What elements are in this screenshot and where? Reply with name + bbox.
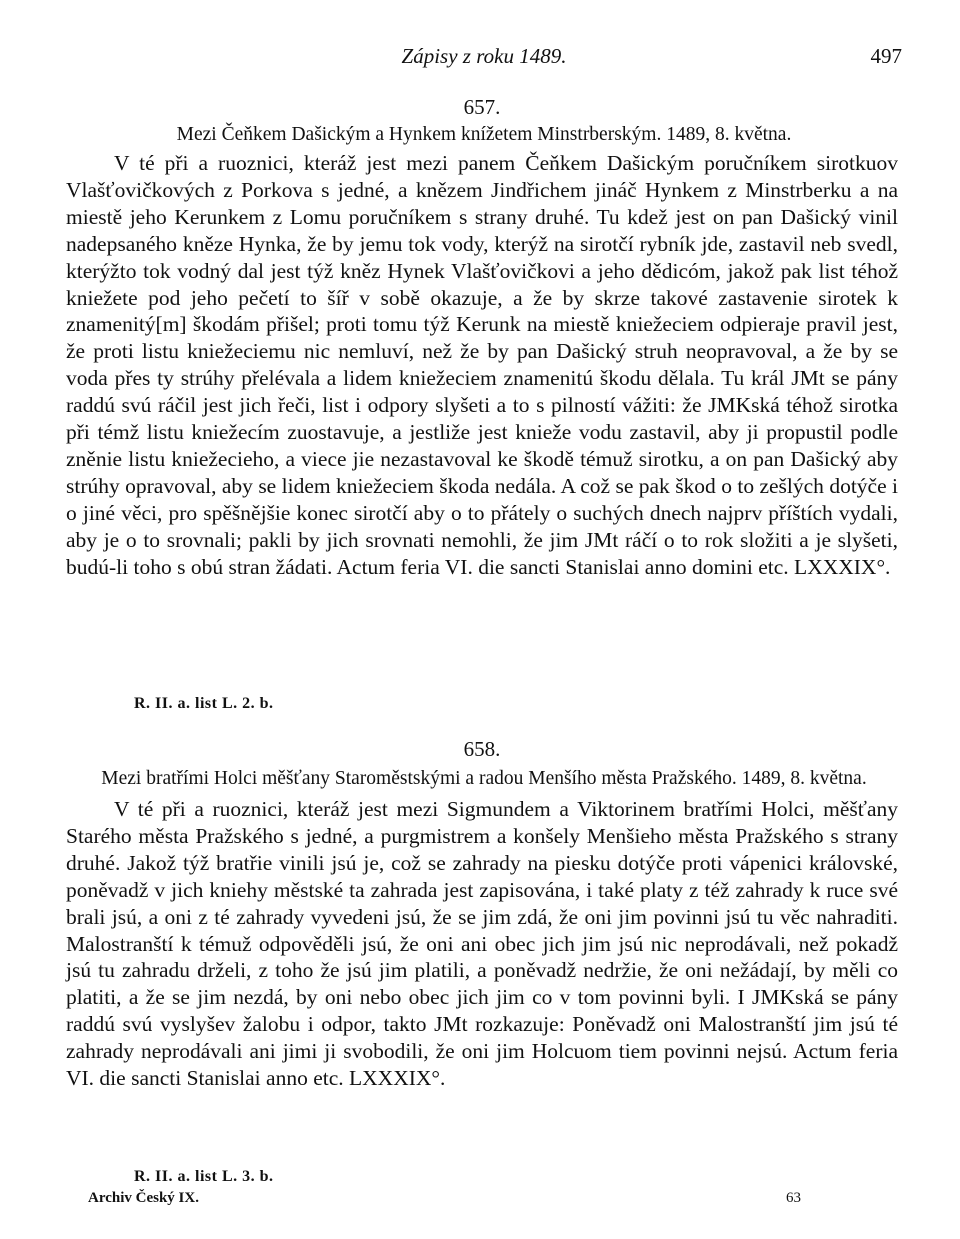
running-title: Zápisy z roku 1489.: [401, 44, 567, 68]
source-reference: R. II. a. list L. 3. b.: [134, 1168, 274, 1185]
page-header: [66, 44, 902, 74]
page-number: 497: [870, 44, 902, 68]
entry-text: [66, 796, 898, 1092]
footer-signature: Archiv Český IX.: [88, 1190, 199, 1206]
entry-regest: Mezi bratřími Holci měšťany Staroměstskými a radou Menšího města Pražského. 1489, 8. května.: [101, 768, 867, 789]
entry-paragraph: V té při a ruoznici, kteráž jest mezi Sigmundem a Viktorinem bratřími Holci, měšťany Starého města Pražského s jedné, a purgmistrem a konšely Menšieho města Pražského s strany druhé. Jakož týž bratřie vinili jsú je, což se zahrady na piesku dotýče proti vápenici královské, poněvadž v jich kniehy městské ta zahrada jest zapisována, i také platy z též zahrady k ruce své brali jsú, a oni z té zahrady vyvedeni jsú, že se jim zdá, že oni jim povinni jsú tu věc nahraditi. Malostranští k témuž odpověděli jsú, že oni ani obec jich jim jsú nic neprodávali, než pokadž jsú tu zahradu drželi, z toho že jsú jim platili, a poněvadž nedržie, že oni nežádají, by měli co platiti, a že se jim nezdá, by oni nebo obec jich jim co v tom povinni byli. I JMKská se pány raddú svú vyslyšev žalobu i odpor, takto JMt rozkazuje: Poněvadž oni Malostranští jim jsú té zahrady neprodávali ani jimi ji svobodili, že oni jim Holcuom tiem povinni nejsú. Actum feria VI. die sancti Stanislai anno etc. LXXXIX°.: [66, 797, 898, 1091]
entry-number: 658.: [463, 737, 501, 761]
footer-sheet-number: 63: [786, 1190, 801, 1206]
entry-number: 657.: [463, 95, 501, 119]
entry-text: [66, 150, 898, 581]
source-reference: R. II. a. list L. 2. b.: [134, 695, 274, 712]
entry-regest: Mezi Čeňkem Dašickým a Hynkem knížetem Minstrberským. 1489, 8. května.: [176, 124, 792, 145]
entry-paragraph: V té při a ruoznici, kteráž jest mezi panem Čeňkem Dašickým poručníkem sirotkuov Vlašťovičkových z Porkova s jedné, a knězem Jindřichem jináč Hynkem z Minstrberku a na miestě jeho Kerunkem z Lomu poručníkem s strany druhé. Tu kdež jest on pan Dašický vinil nadepsaného kněze Hynka, že by jemu tok vody, kterýž na sirotčí rybník jde, zastavil neb svedl, kterýžto tok vodný dal jest týž kněz Hynek Vlašťovičkovi a jeho dědicóm, jakož pak list téhož kniežete pod jeho pečetí to šíř v sobě okazuje, a že by skrze takové zastavenie sirotek k znamenitý[m] škodám přišel; proti tomu týž Kerunk na miestě kniežeciem odpieraje pravil jest, že proti listu kniežeciemu nic nemluví, než že by pan Dašický struh neopravoval, a že by se voda přes ty strúhy přelévala a lidem kniežeciem znamenitú škodu dělala. Tu král JMt se pány raddú svú ráčil jest jich řeči, list i odpory slyšeti a to s pilností vážiti: že JMKská téhož sirotka při témž listu kniežecím zuostavuje, a jestliže jest knieže vodu zastavil, aby ji propustil podle zněnie listu kniežecieho, a viece jie nezastavoval ke škodě témuž sirotku, a on pan Dašický aby strúhy opravoval, aby se lidem kniežeciem škoda nedála. A což se pak škod o to zešlých dotýče i o jiné věci, pro spěšnějšie konec sirotčí aby o to přátely o suchých dnech najprv příštích vydali, aby je o to srovnali; pakli by jich srovnati nemohli, že jim JMt ráčí o to rok složiti a je slyšeti, budú-li toho s obú stran žádati. Actum feria VI. die sancti Stanislai anno domini etc. LXXXIX°.: [66, 151, 898, 579]
